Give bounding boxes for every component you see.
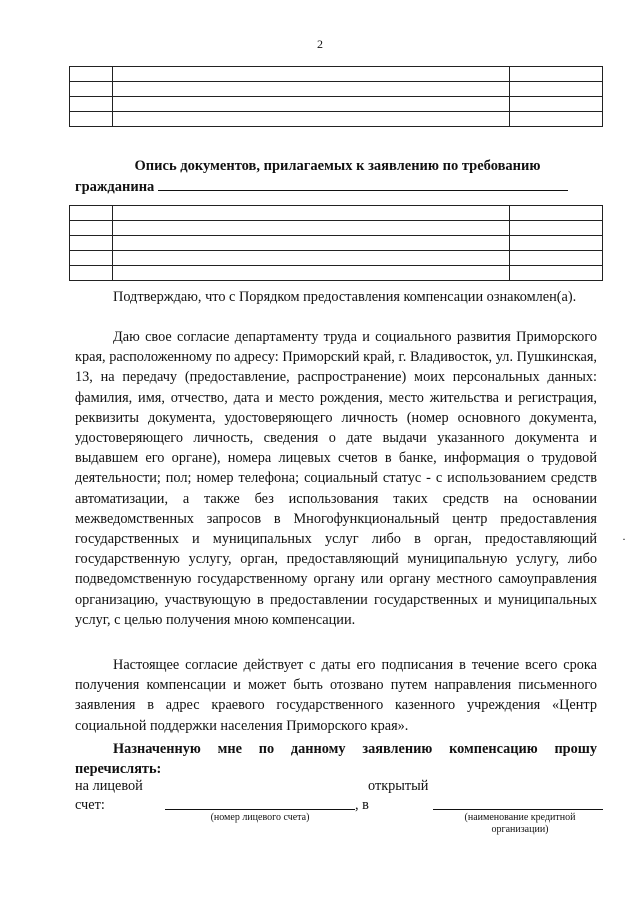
account-number-field[interactable]: [165, 809, 355, 810]
inventory-title-line2: [75, 177, 600, 197]
consent-validity-paragraph: Настоящее согласие действует с даты его подписания в течение всего срока получения компенсации и может быть отозвано путем направления письменного заявления в адрес краевого государственного казенного учреждения «Центр социальной поддержки населения Приморского края».: [75, 657, 597, 734]
table-row: [70, 251, 603, 266]
acknowledgement-paragraph: Подтверждаю, что с Порядком предоставления компенсации ознакомлен(а).: [113, 289, 577, 305]
table-row: [70, 206, 603, 221]
table-row: [70, 112, 603, 127]
bank-caption: (наименование кредитной организации): [464, 812, 576, 835]
citizen-name-field[interactable]: [158, 177, 568, 191]
table-row: [70, 266, 603, 281]
top-table: [69, 66, 603, 127]
account-caption: (номер лицевого счета): [210, 812, 310, 823]
account-label-2: счет:: [75, 797, 105, 813]
personal-data-consent-paragraph: Даю свое согласие департаменту труда и социального развития Приморского края, расположенному по адресу: Приморский край, г. Владивосток, ул. Пушкинская, 13, на передачу (предоставление, распространение) моих персональных данных: фамилия, имя, отчество, дата и место рождения, место жительства и регистрация, реквизиты документа, удостоверяющего личность (номер основного документа, удостоверяющего личность, сведения о дате выдачи указанного документа и выдавшем его органе), номера лицевых счетов в банке, информация о трудовой деятельности; пол; номер телефона; социальный статус - с использованием средств автоматизации, а также без использования таких средств на основании межведомственных запросов в Многофункциональный центр предоставления государственных и муниципальных услуг либо в орган, предоставляющий государственную услугу, орган, предоставляющий муниципальную услугу, либо подведомственную государственному органу или органу местного самоуправления организацию, участвующую в предоставлении государственных и муниципальных услуг, с целью получения мною компенсации.: [75, 329, 597, 628]
table-row: [70, 236, 603, 251]
opened-label: открытый: [368, 778, 429, 794]
bank-name-field[interactable]: [433, 809, 603, 810]
table-row: [70, 221, 603, 236]
citizen-label: гражданина: [75, 179, 155, 195]
table-row: [70, 67, 603, 82]
table-row: [70, 97, 603, 112]
account-label-1: на лицевой: [75, 778, 143, 794]
table-row: [70, 82, 603, 97]
margin-mark: ·: [622, 532, 626, 546]
page-number: 2: [317, 37, 323, 51]
inventory-table: [69, 205, 603, 281]
transfer-heading: Назначенную мне по данному заявлению компенсацию прошу перечислять:: [75, 741, 597, 778]
inventory-title: Опись документов, прилагаемых к заявлению по требованию: [134, 158, 541, 174]
comma-in-label: , в: [355, 797, 369, 813]
